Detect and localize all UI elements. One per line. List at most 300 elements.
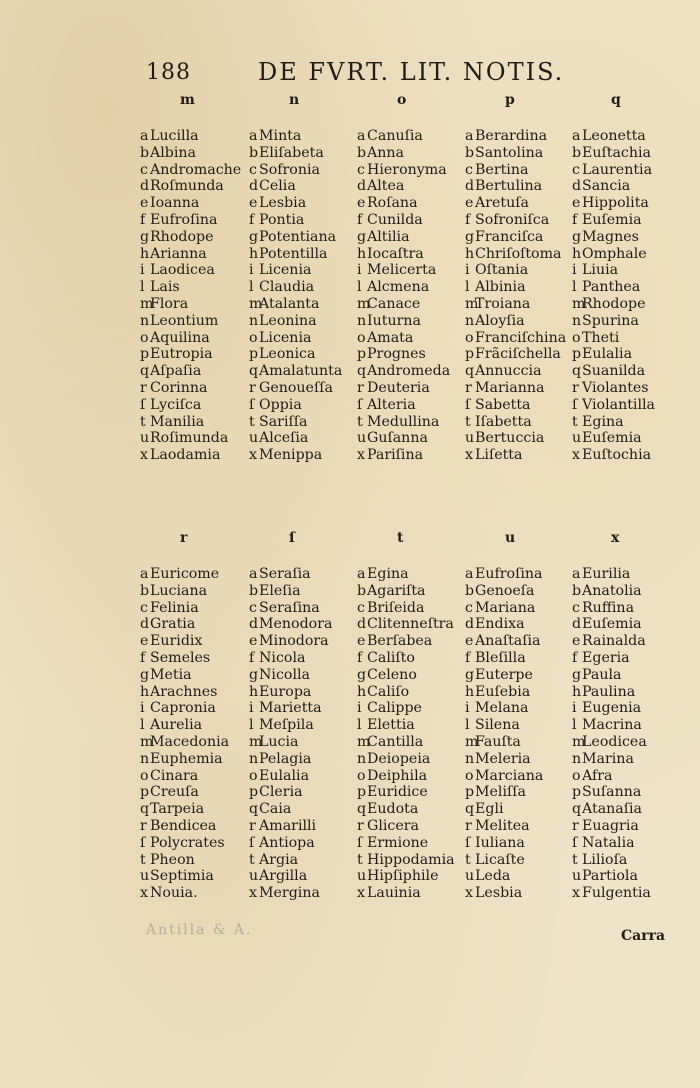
- entry-letter: u: [572, 430, 582, 447]
- entry-name: Clitenneſtra: [367, 616, 454, 633]
- entry-letter: m: [357, 734, 371, 750]
- entry-name: Genoueſſa: [259, 380, 333, 396]
- entry-letter: f: [140, 650, 146, 666]
- entry-letter: q: [249, 363, 259, 380]
- entry-letter: x: [465, 447, 474, 464]
- cipher-entry: [465, 279, 526, 296]
- cipher-entry: [465, 296, 530, 313]
- cipher-entry: [140, 667, 192, 684]
- cipher-entry: [249, 380, 333, 397]
- entry-letter: i: [465, 262, 470, 279]
- cipher-entry: [140, 717, 202, 734]
- cipher-entry: [357, 717, 415, 734]
- entry-letter: b: [572, 144, 582, 161]
- entry-letter: g: [249, 666, 259, 683]
- entry-name: Eutropia: [150, 346, 213, 363]
- entry-name: Troiana: [475, 296, 531, 312]
- entry-letter: u: [249, 430, 259, 447]
- cipher-entry: [249, 818, 316, 835]
- entry-letter: r: [357, 380, 364, 396]
- entry-name: Laodamia: [150, 447, 221, 464]
- cipher-entry: [572, 583, 642, 600]
- entry-name: Leontium: [150, 312, 219, 329]
- column-head: q: [611, 92, 621, 108]
- cipher-entry: [357, 380, 430, 397]
- entry-letter: e: [140, 195, 149, 212]
- entry-name: Fauſta: [475, 734, 521, 750]
- cipher-entry: [357, 246, 424, 263]
- entry-letter: a: [249, 128, 258, 144]
- entry-letter: b: [249, 144, 259, 161]
- entry-letter: c: [357, 599, 365, 616]
- cipher-entry: [140, 566, 219, 583]
- cipher-entry: [357, 616, 454, 633]
- column-head: r: [180, 530, 188, 546]
- entry-letter: ſ: [465, 396, 471, 413]
- entry-letter: d: [140, 178, 150, 195]
- entry-name: Alteria: [367, 396, 416, 413]
- entry-letter: m: [572, 734, 586, 750]
- entry-letter: q: [572, 801, 582, 818]
- entry-letter: i: [357, 262, 362, 279]
- cipher-entry: [572, 262, 618, 279]
- cipher-entry: [140, 616, 195, 633]
- cipher-entry: [572, 430, 642, 447]
- entry-letter: u: [249, 868, 259, 885]
- entry-name: Argia: [259, 851, 299, 868]
- entry-name: Violantilla: [582, 396, 655, 413]
- entry-name: Hipſiphile: [367, 868, 439, 885]
- entry-letter: o: [465, 329, 474, 346]
- cipher-entry: [572, 768, 613, 785]
- entry-letter: o: [572, 767, 581, 784]
- cipher-entry: [249, 801, 291, 818]
- entry-name: Santolina: [475, 144, 544, 161]
- entry-letter: c: [249, 161, 257, 178]
- entry-letter: b: [465, 144, 475, 161]
- entry-name: Ermione: [367, 834, 429, 851]
- entry-letter: c: [572, 161, 580, 178]
- cipher-entry: [572, 296, 645, 313]
- entry-name: Marciana: [475, 767, 544, 784]
- entry-name: Eliſabeta: [259, 144, 324, 161]
- entry-name: Laurentia: [582, 161, 653, 178]
- entry-letter: a: [140, 128, 149, 144]
- entry-name: Europa: [259, 683, 312, 700]
- entry-name: Anna: [367, 144, 404, 161]
- entry-letter: r: [249, 380, 256, 396]
- entry-letter: r: [465, 380, 472, 396]
- cipher-entry: [357, 868, 438, 885]
- entry-name: Alceſia: [259, 430, 309, 447]
- cipher-entry: [572, 145, 651, 162]
- entry-letter: a: [249, 566, 258, 582]
- entry-name: Caliſto: [367, 650, 415, 666]
- cipher-entry: [572, 835, 635, 852]
- column-head: p: [505, 92, 515, 108]
- cipher-entry: [465, 768, 543, 785]
- entry-letter: p: [249, 784, 259, 801]
- cipher-entry: [140, 835, 225, 852]
- cipher-entry: [140, 313, 218, 330]
- entry-letter: n: [572, 312, 582, 329]
- entry-name: Lucilla: [150, 128, 199, 144]
- entry-letter: q: [465, 363, 475, 380]
- cipher-entry: [357, 751, 430, 768]
- entry-letter: i: [357, 700, 362, 717]
- entry-name: Marina: [582, 750, 634, 767]
- cipher-entry: [357, 430, 428, 447]
- entry-letter: t: [572, 851, 578, 868]
- entry-letter: ſ: [357, 396, 363, 413]
- entry-name: Capronia: [150, 700, 216, 717]
- entry-letter: r: [357, 818, 364, 834]
- entry-name: Prognes: [367, 346, 426, 363]
- entry-name: Franciſca: [475, 228, 544, 245]
- entry-name: Leonica: [259, 346, 316, 363]
- entry-letter: p: [572, 784, 582, 801]
- entry-name: Pheon: [150, 851, 195, 868]
- entry-letter: x: [357, 885, 366, 902]
- entry-name: Ioanna: [150, 195, 200, 212]
- entry-letter: ſ: [465, 834, 471, 851]
- entry-letter: p: [357, 784, 367, 801]
- entry-letter: t: [465, 851, 471, 868]
- entry-letter: f: [357, 212, 363, 228]
- entry-letter: o: [249, 329, 258, 346]
- entry-letter: m: [357, 296, 371, 312]
- entry-name: Amarilli: [259, 818, 317, 834]
- entry-name: Arianna: [150, 245, 207, 262]
- entry-name: Leda: [475, 868, 511, 885]
- entry-letter: r: [249, 818, 256, 834]
- cipher-entry: [140, 262, 215, 279]
- cipher-entry: [357, 330, 413, 347]
- cipher-entry: [357, 346, 426, 363]
- entry-name: Iuliana: [475, 834, 525, 851]
- cipher-entry: [357, 801, 418, 818]
- entry-letter: a: [572, 566, 581, 582]
- entry-name: Spurina: [582, 312, 639, 329]
- cipher-entry: [249, 734, 299, 751]
- entry-letter: o: [465, 767, 474, 784]
- entry-name: Deuteria: [367, 380, 430, 396]
- entry-name: Liuia: [582, 262, 619, 279]
- entry-letter: d: [572, 616, 582, 633]
- entry-name: Minodora: [259, 633, 329, 650]
- cipher-entry: [357, 852, 455, 869]
- entry-name: Oppia: [259, 396, 302, 413]
- entry-letter: b: [249, 582, 259, 599]
- entry-name: Magnes: [582, 228, 639, 245]
- cipher-entry: [249, 178, 296, 195]
- entry-name: Lais: [150, 279, 180, 296]
- cipher-entry: [465, 212, 549, 229]
- entry-letter: ſ: [249, 834, 255, 851]
- cipher-entry: [249, 430, 308, 447]
- entry-letter: c: [465, 161, 473, 178]
- cipher-entry: [249, 868, 307, 885]
- cipher-entry: [249, 212, 304, 229]
- entry-letter: t: [249, 851, 255, 868]
- cipher-entry: [140, 784, 199, 801]
- cipher-entry: [249, 414, 307, 431]
- entry-letter: p: [249, 346, 259, 363]
- entry-letter: b: [572, 582, 582, 599]
- cipher-entry: [357, 414, 439, 431]
- cipher-entry: [357, 600, 424, 617]
- entry-letter: e: [465, 633, 474, 650]
- entry-letter: g: [357, 228, 367, 245]
- entry-name: Bleſilla: [475, 650, 526, 666]
- entry-name: Liſetta: [475, 447, 523, 464]
- entry-letter: ſ: [357, 834, 363, 851]
- cipher-entry: [357, 633, 432, 650]
- column-head: u: [505, 530, 516, 546]
- entry-letter: i: [465, 700, 470, 717]
- cipher-entry: [357, 363, 450, 380]
- cipher-entry: [357, 566, 409, 583]
- entry-name: Eufroſina: [150, 212, 218, 228]
- entry-name: Bertuccia: [475, 430, 545, 447]
- entry-letter: l: [572, 717, 577, 734]
- cipher-entry: [465, 784, 526, 801]
- entry-name: Eulalia: [582, 346, 633, 363]
- entry-letter: q: [572, 363, 582, 380]
- cipher-entry: [357, 397, 416, 414]
- entry-letter: e: [140, 633, 149, 650]
- entry-name: Antiopa: [259, 834, 315, 851]
- cipher-entry: [465, 885, 522, 902]
- cipher-entry: [465, 430, 544, 447]
- entry-name: Pariſina: [367, 447, 424, 464]
- cipher-entry: [140, 279, 180, 296]
- cipher-entry: [357, 212, 423, 229]
- cipher-entry: [465, 346, 561, 363]
- entry-name: Euridix: [150, 633, 203, 650]
- entry-name: Marianna: [475, 380, 545, 396]
- cipher-entry: [465, 751, 531, 768]
- entry-name: Claudia: [259, 279, 315, 296]
- entry-name: Bertina: [475, 161, 529, 178]
- entry-name: Leonina: [259, 312, 317, 329]
- entry-name: Leonetta: [582, 128, 646, 144]
- entry-name: Meſpila: [259, 717, 314, 734]
- cipher-entry: [249, 195, 306, 212]
- cipher-entry: [572, 784, 641, 801]
- entry-name: Briſeida: [367, 599, 425, 616]
- entry-letter: q: [357, 363, 367, 380]
- entry-letter: l: [465, 717, 470, 734]
- entry-letter: t: [572, 413, 578, 430]
- entry-letter: m: [465, 734, 479, 750]
- cipher-entry: [572, 801, 642, 818]
- cipher-entry: [357, 178, 404, 195]
- entry-letter: a: [465, 566, 474, 582]
- entry-letter: i: [249, 262, 254, 279]
- entry-letter: a: [357, 128, 366, 144]
- entry-name: Laodicea: [150, 262, 215, 279]
- entry-letter: x: [357, 447, 366, 464]
- entry-letter: h: [465, 245, 475, 262]
- entry-name: Andromache: [150, 161, 242, 178]
- cipher-entry: [465, 397, 531, 414]
- cipher-entry: [572, 128, 646, 145]
- entry-letter: c: [465, 599, 473, 616]
- entry-name: Suſanna: [582, 784, 642, 801]
- cipher-entry: [249, 279, 314, 296]
- entry-letter: r: [572, 818, 579, 834]
- entry-letter: e: [572, 195, 581, 212]
- entry-name: Amata: [367, 329, 414, 346]
- entry-letter: o: [357, 329, 366, 346]
- entry-name: Sofronia: [259, 161, 320, 178]
- entry-letter: o: [140, 329, 149, 346]
- entry-name: Eufroſina: [475, 566, 543, 582]
- entry-name: Ruffina: [582, 599, 635, 616]
- cipher-entry: [465, 600, 535, 617]
- entry-name: Aquilina: [150, 329, 210, 346]
- entry-name: Eurilia: [582, 566, 631, 582]
- entry-letter: h: [249, 683, 259, 700]
- entry-name: Iuturna: [367, 312, 421, 329]
- entry-letter: n: [357, 312, 367, 329]
- cipher-entry: [140, 650, 210, 667]
- entry-letter: p: [140, 346, 150, 363]
- entry-name: Amalatunta: [259, 363, 343, 380]
- entry-name: Suanilda: [582, 363, 646, 380]
- cipher-entry: [357, 835, 428, 852]
- cipher-entry: [249, 835, 315, 852]
- entry-name: Hippolita: [582, 195, 649, 212]
- cipher-entry: [572, 684, 635, 701]
- cipher-entry: [357, 885, 421, 902]
- entry-name: Paula: [582, 666, 622, 683]
- entry-letter: h: [249, 245, 259, 262]
- entry-name: Nicolla: [259, 666, 310, 683]
- entry-letter: g: [140, 228, 150, 245]
- entry-name: Melana: [475, 700, 529, 717]
- cipher-entry: [140, 212, 217, 229]
- entry-letter: d: [357, 178, 367, 195]
- cipher-entry: [465, 650, 526, 667]
- cipher-entry: [249, 616, 332, 633]
- entry-letter: l: [249, 717, 254, 734]
- entry-name: Canace: [367, 296, 421, 312]
- cipher-entry: [357, 262, 436, 279]
- cipher-entry: [465, 313, 525, 330]
- entry-letter: u: [357, 430, 367, 447]
- entry-name: Mariana: [475, 599, 536, 616]
- entry-name: Oſtania: [475, 262, 529, 279]
- cipher-entry: [357, 128, 423, 145]
- faded-footer-text: Antilla & A.: [146, 922, 253, 938]
- cipher-entry: [572, 447, 651, 464]
- entry-name: Anaſtaſia: [475, 633, 541, 650]
- cipher-entry: [465, 633, 541, 650]
- cipher-entry: [140, 430, 228, 447]
- catchword: Carra: [621, 928, 666, 944]
- entry-name: Aſpaſia: [150, 363, 202, 380]
- entry-letter: q: [357, 801, 367, 818]
- entry-letter: i: [572, 262, 577, 279]
- entry-letter: q: [465, 801, 475, 818]
- column-head: m: [180, 92, 195, 108]
- cipher-entry: [465, 852, 525, 869]
- cipher-entry: [140, 734, 229, 751]
- cipher-entry: [465, 717, 520, 734]
- cipher-entry: [249, 566, 311, 583]
- cipher-entry: [140, 684, 217, 701]
- cipher-entry: [140, 801, 204, 818]
- entry-name: Roſana: [367, 195, 418, 212]
- cipher-entry: [572, 818, 639, 835]
- entry-letter: g: [249, 228, 259, 245]
- entry-letter: i: [140, 262, 145, 279]
- entry-name: Egina: [582, 413, 624, 430]
- cipher-entry: [465, 178, 542, 195]
- cipher-entry: [465, 414, 532, 431]
- entry-letter: e: [465, 195, 474, 212]
- cipher-entry: [465, 566, 542, 583]
- entry-letter: d: [249, 178, 259, 195]
- entry-name: Altilia: [367, 228, 410, 245]
- entry-name: Sofroniſca: [475, 212, 550, 228]
- cipher-entry: [140, 330, 210, 347]
- entry-name: Euſtochia: [582, 447, 652, 464]
- entry-name: Sancia: [582, 178, 631, 195]
- entry-letter: h: [465, 683, 475, 700]
- cipher-entry: [140, 447, 220, 464]
- entry-name: Calippe: [367, 700, 422, 717]
- cipher-entry: [572, 852, 627, 869]
- entry-name: Melitea: [475, 818, 530, 834]
- cipher-entry: [357, 162, 447, 179]
- entry-name: Euſebia: [475, 683, 531, 700]
- entry-letter: d: [249, 616, 259, 633]
- entry-letter: f: [249, 212, 255, 228]
- entry-letter: x: [140, 885, 149, 902]
- entry-name: Menippa: [259, 447, 323, 464]
- entry-letter: c: [249, 599, 257, 616]
- entry-letter: n: [357, 750, 367, 767]
- cipher-entry: [140, 633, 202, 650]
- entry-name: Genoeſa: [475, 582, 535, 599]
- cipher-entry: [572, 566, 630, 583]
- entry-letter: ſ: [572, 396, 578, 413]
- entry-name: Annuccia: [475, 363, 542, 380]
- entry-name: Meleria: [475, 750, 531, 767]
- entry-letter: n: [465, 750, 475, 767]
- entry-name: Euſemia: [582, 430, 642, 447]
- entry-name: Felinia: [150, 599, 199, 616]
- entry-name: Rhodope: [582, 296, 646, 312]
- column-head: t: [397, 530, 404, 546]
- cipher-entry: [572, 195, 649, 212]
- entry-name: Lilioſa: [582, 851, 628, 868]
- cipher-entry: [140, 768, 198, 785]
- cipher-entry: [572, 633, 646, 650]
- cipher-entry: [249, 667, 310, 684]
- entry-name: Berardina: [475, 128, 548, 144]
- entry-letter: e: [249, 195, 258, 212]
- cipher-entry: [140, 868, 214, 885]
- entry-name: Celeno: [367, 666, 417, 683]
- cipher-entry: [249, 246, 328, 263]
- entry-name: Leodicea: [582, 734, 647, 750]
- entry-letter: m: [140, 734, 154, 750]
- entry-name: Euridice: [367, 784, 428, 801]
